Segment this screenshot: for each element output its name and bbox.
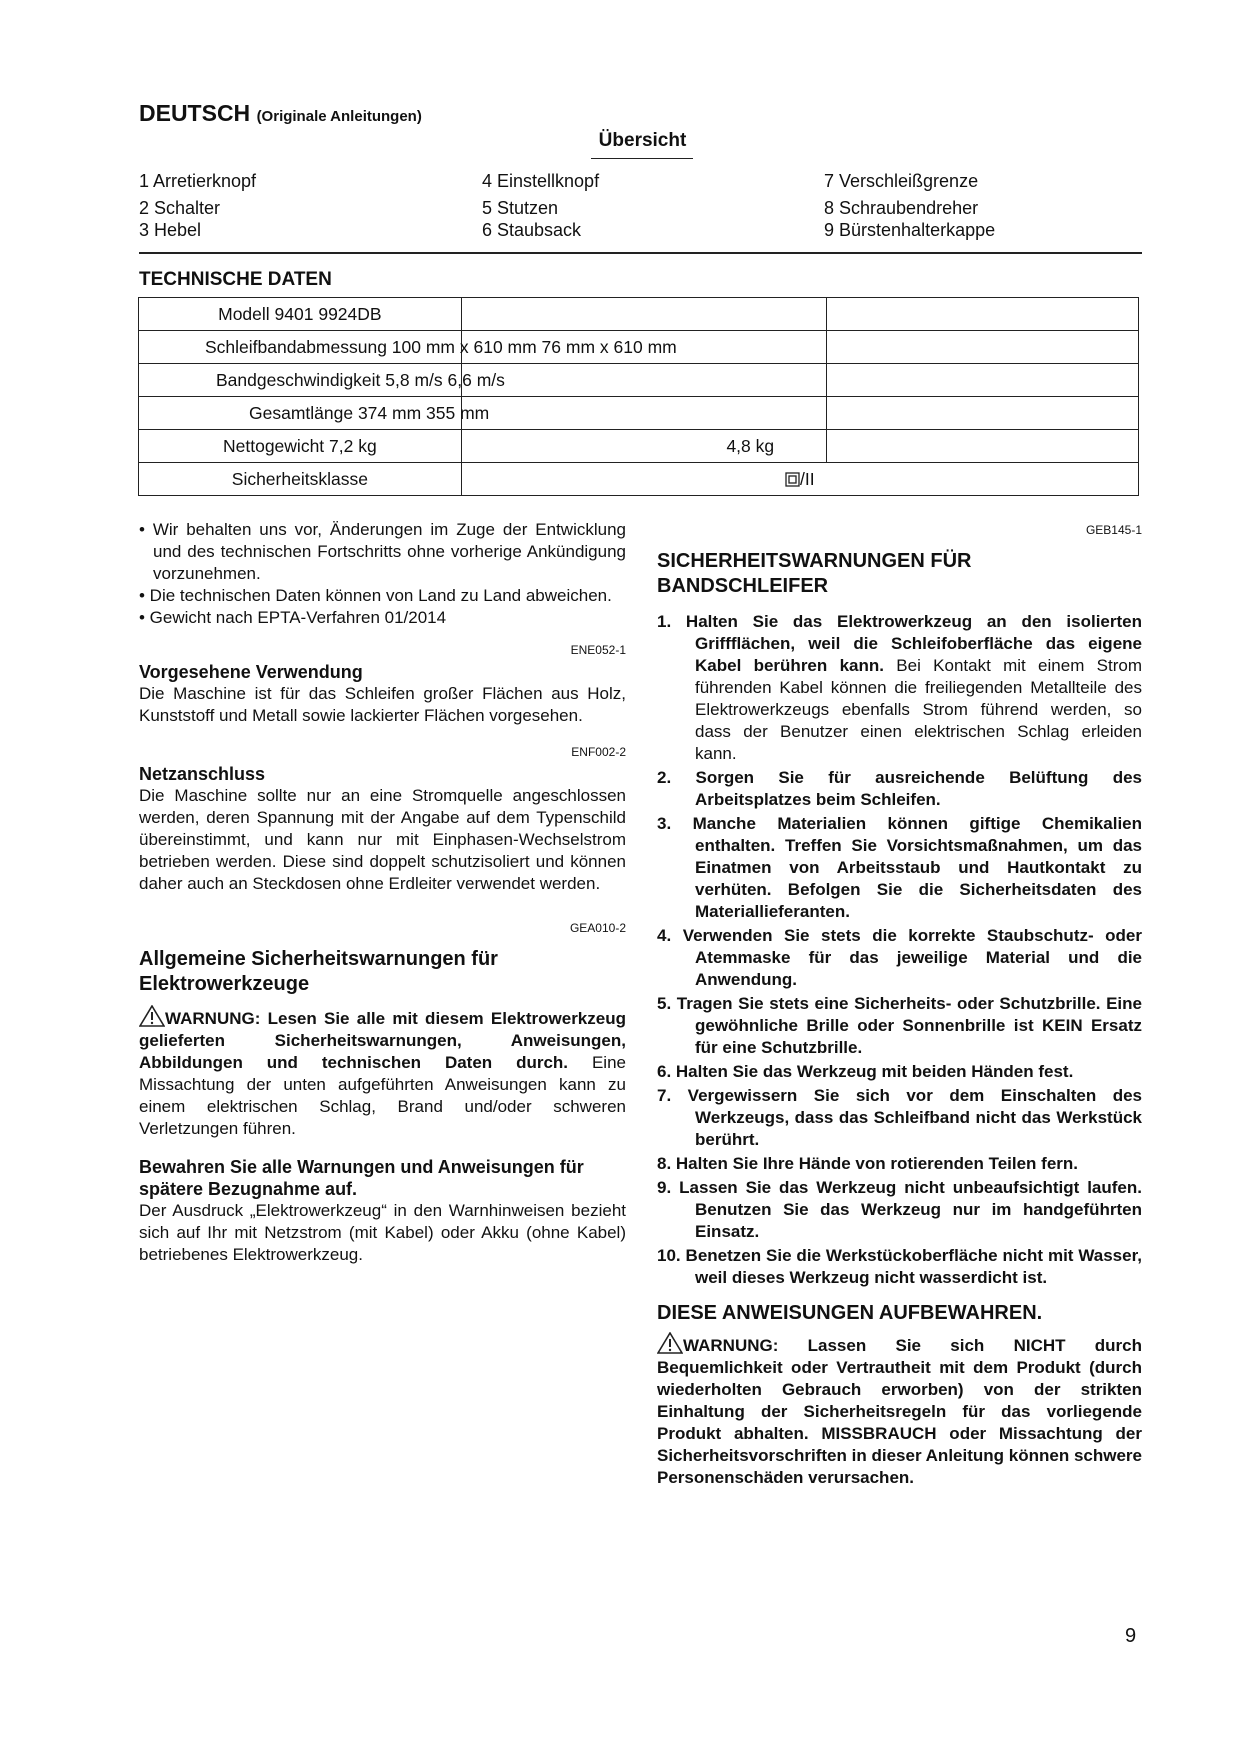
spec-text: /II xyxy=(800,468,815,489)
overview-column-1 xyxy=(139,170,256,241)
spec-cell xyxy=(461,298,826,331)
spec-model xyxy=(139,298,462,331)
intended-use-text: Die Maschine ist für das Schleifen großer Flächen aus Holz, Kunststoff und Metall sowie lackierter Flächen vorgesehen. xyxy=(139,684,626,725)
keep-instructions-title: Bewahren Sie alle Warnungen und Anweisungen für spätere Bezugnahme auf. xyxy=(139,1157,584,1199)
keep-instructions-text: Der Ausdruck „Elektrowerkzeug“ in den Warnhinweisen bezieht sich auf Ihr mit Netzstrom (mit Kabel) oder Akku (ohne Kabel) betriebenes Elektrowerkzeug. xyxy=(139,1201,626,1264)
overview-item: 7 Verschleißgrenze xyxy=(824,171,979,191)
spec-cell xyxy=(827,298,1139,331)
doc-code: ENF002-2 xyxy=(571,745,626,759)
safety-item-1 xyxy=(657,611,1142,765)
overview-title: Übersicht xyxy=(598,130,687,151)
language-heading xyxy=(139,100,422,127)
safety-item: 8. Halten Sie Ihre Hände von rotierenden Teilen fern. xyxy=(657,1154,1079,1173)
warning-icon xyxy=(657,1332,683,1354)
note: • Wir behalten uns vor, Änderungen im Zuge der Entwicklung und des technischen Fortschritts ohne vorherige Ankündigung vorzunehmen. xyxy=(139,520,626,583)
spec-text: Modell 9401 9924DB xyxy=(218,303,382,324)
spec-safety-value xyxy=(461,463,1138,496)
spec-cell xyxy=(827,430,1139,463)
safety-item: 3. Manche Materialien können giftige Chemikalien enthalten. Treffen Sie Vorsichtsmaßnahmen, um das Einatmen von Arbeitsstaub und Hautkontakt zu verhüten. Befolgen Sie die Sicherheitsdaten des Materiallieferanten. xyxy=(657,814,1142,921)
overview-item: 8 Schraubendreher xyxy=(824,198,979,218)
spec-row xyxy=(139,298,1139,331)
left-column xyxy=(139,519,626,1266)
overview-column-2 xyxy=(482,170,599,241)
doc-code: GEA010-2 xyxy=(569,921,626,935)
language-subtitle: (Originale Anleitungen) xyxy=(256,108,422,125)
safety-item: 7. Vergewissern Sie sich vor dem Einschalten des Werkzeugs, dass das Schleifband nicht das Werkstück berührt. xyxy=(657,1086,1142,1149)
spec-row xyxy=(139,430,1139,463)
final-warning-text: WARNUNG: Lassen Sie sich NICHT durch Bequemlichkeit oder Vertrautheit mit dem Produkt (durch wiederholten Gebrauch erworben) von der strikten Einhaltung der Sicherheitsregeln für das vorliegende Produkt abhalten. MISSBRAUCH oder Missachtung der Sicherheitsvorschriften in dieser Anleitung können schwere Personenschäden verursachen. xyxy=(657,1336,1142,1487)
spec-row xyxy=(139,463,1139,496)
spec-weight-2 xyxy=(461,430,826,463)
note: • Die technischen Daten können von Land zu Land abweichen. xyxy=(139,586,612,605)
power-supply-title: Netzanschluss xyxy=(139,764,266,784)
spec-row xyxy=(139,364,1139,397)
overview-item: 6 Staubsack xyxy=(482,220,582,240)
spec-text: 4,8 kg xyxy=(726,435,775,456)
general-warning-text: Eine Missachtung der unten aufgeführten Anweisungen kann zu einem elektrischen Schlag, Brand und/oder schweren Verletzungen führen. xyxy=(139,1053,626,1138)
spec-text: Sicherheitsklasse xyxy=(231,468,368,489)
warning-icon xyxy=(139,1005,165,1027)
doc-code: GEB145-1 xyxy=(1085,523,1142,537)
language-title: DEUTSCH xyxy=(139,100,251,126)
safety-item-text: Bei Kontakt mit einem Strom führenden Kabel können die freiliegenden Metallteile des Elektrowerkzeugs ebenfalls Strom führend werden, so dass der Benutzer einen elektrischen Schlag erleiden kann. xyxy=(695,656,1143,763)
overview-item: 9 Bürstenhalterkappe xyxy=(824,220,996,240)
spec-cell xyxy=(827,397,1139,430)
overview-item: 4 Einstellknopf xyxy=(482,171,600,191)
spec-text: Schleifbandabmessung 100 mm x 610 mm 76 mm x 610 mm xyxy=(205,337,677,357)
safety-item: 4. Verwenden Sie stets die korrekte Staubschutz- oder Atemmaske für das jeweilige Material und die Anwendung. xyxy=(657,926,1142,989)
overview-item: 2 Schalter xyxy=(139,198,221,218)
belt-sander-warnings-title: SICHERHEITSWARNUNGEN FÜR BANDSCHLEIFER xyxy=(657,550,972,597)
right-column xyxy=(657,519,1142,1489)
safety-item: 9. Lassen Sie das Werkzeug nicht unbeaufsichtigt laufen. Benutzen Sie das Werkzeug nur im handgeführten Einsatz. xyxy=(657,1178,1142,1241)
overview-underline xyxy=(591,158,693,159)
page-number: 9 xyxy=(1125,1625,1137,1647)
spec-weight xyxy=(139,430,462,463)
spec-length xyxy=(139,397,490,430)
power-supply-text: Die Maschine sollte nur an eine Stromquelle angeschlossen werden, deren Spannung mit der Angabe auf dem Typenschild übereinstimmt, und kann nur mit Einphasen-Wechselstrom betrieben werden. Diese sind doppelt schutzisoliert und können daher auch an Steckdosen ohne Erdleiter verwendet werden. xyxy=(139,786,626,893)
spec-text: Nettogewicht 7,2 kg xyxy=(223,435,377,456)
spec-belt-size xyxy=(139,331,677,364)
overview-item: 3 Hebel xyxy=(139,220,202,240)
general-warning-bold: WARNUNG: Lesen Sie alle mit diesem Elektrowerkzeug gelieferten Sicherheitswarnungen, Anweisungen, Abbildungen und technischen Daten durch. xyxy=(139,1009,626,1072)
overview-item: 5 Stutzen xyxy=(482,198,559,218)
double-insulation-icon xyxy=(785,472,800,487)
spec-safety-class xyxy=(139,463,462,496)
safety-item-bold: 1. Halten Sie das Elektrowerkzeug an den isolierten Griffflächen, weil die Schleifoberfläche das eigene Kabel berühren kann. xyxy=(657,612,1142,675)
final-warning xyxy=(657,1332,1142,1489)
general-warning xyxy=(139,1005,626,1140)
overview-item: 1 Arretierknopf xyxy=(139,171,257,191)
spec-table xyxy=(138,297,1139,496)
spec-text: Gesamtlänge 374 mm 355 mm xyxy=(249,403,490,423)
intended-use-title: Vorgesehene Verwendung xyxy=(139,662,363,682)
spec-belt-speed xyxy=(139,364,505,397)
safety-item: 2. Sorgen Sie für ausreichende Belüftung des Arbeitsplatzes beim Schleifen. xyxy=(657,768,1142,809)
keep-instructions-heading: DIESE ANWEISUNGEN AUFBEWAHREN. xyxy=(657,1302,1043,1324)
doc-code: ENE052-1 xyxy=(570,643,626,657)
safety-item: 10. Benetzen Sie die Werkstückoberfläche nicht mit Wasser, weil dieses Werkzeug nicht wasserdicht ist. xyxy=(657,1246,1142,1287)
safety-item: 5. Tragen Sie stets eine Sicherheits- oder Schutzbrille. Eine gewöhnliche Brille oder Sonnenbrille ist KEIN Ersatz für eine Schutzbrille. xyxy=(657,994,1142,1057)
tech-data-title: TECHNISCHE DATEN xyxy=(139,269,332,290)
section-divider xyxy=(139,252,1142,254)
spec-cell xyxy=(461,397,826,430)
safety-item: 6. Halten Sie das Werkzeug mit beiden Händen fest. xyxy=(657,1062,1074,1081)
note: • Gewicht nach EPTA-Verfahren 01/2014 xyxy=(139,608,447,627)
general-warnings-title: Allgemeine Sicherheitswarnungen für Elektrowerkzeuge xyxy=(139,948,498,995)
spec-cell xyxy=(827,364,1139,397)
spec-row xyxy=(139,331,1139,364)
spec-text: Bandgeschwindigkeit 5,8 m/s 6,6 m/s xyxy=(216,370,505,390)
spec-cell xyxy=(827,331,1139,364)
spec-cell xyxy=(461,364,826,397)
spec-row xyxy=(139,397,1139,430)
overview-column-3 xyxy=(824,170,995,241)
